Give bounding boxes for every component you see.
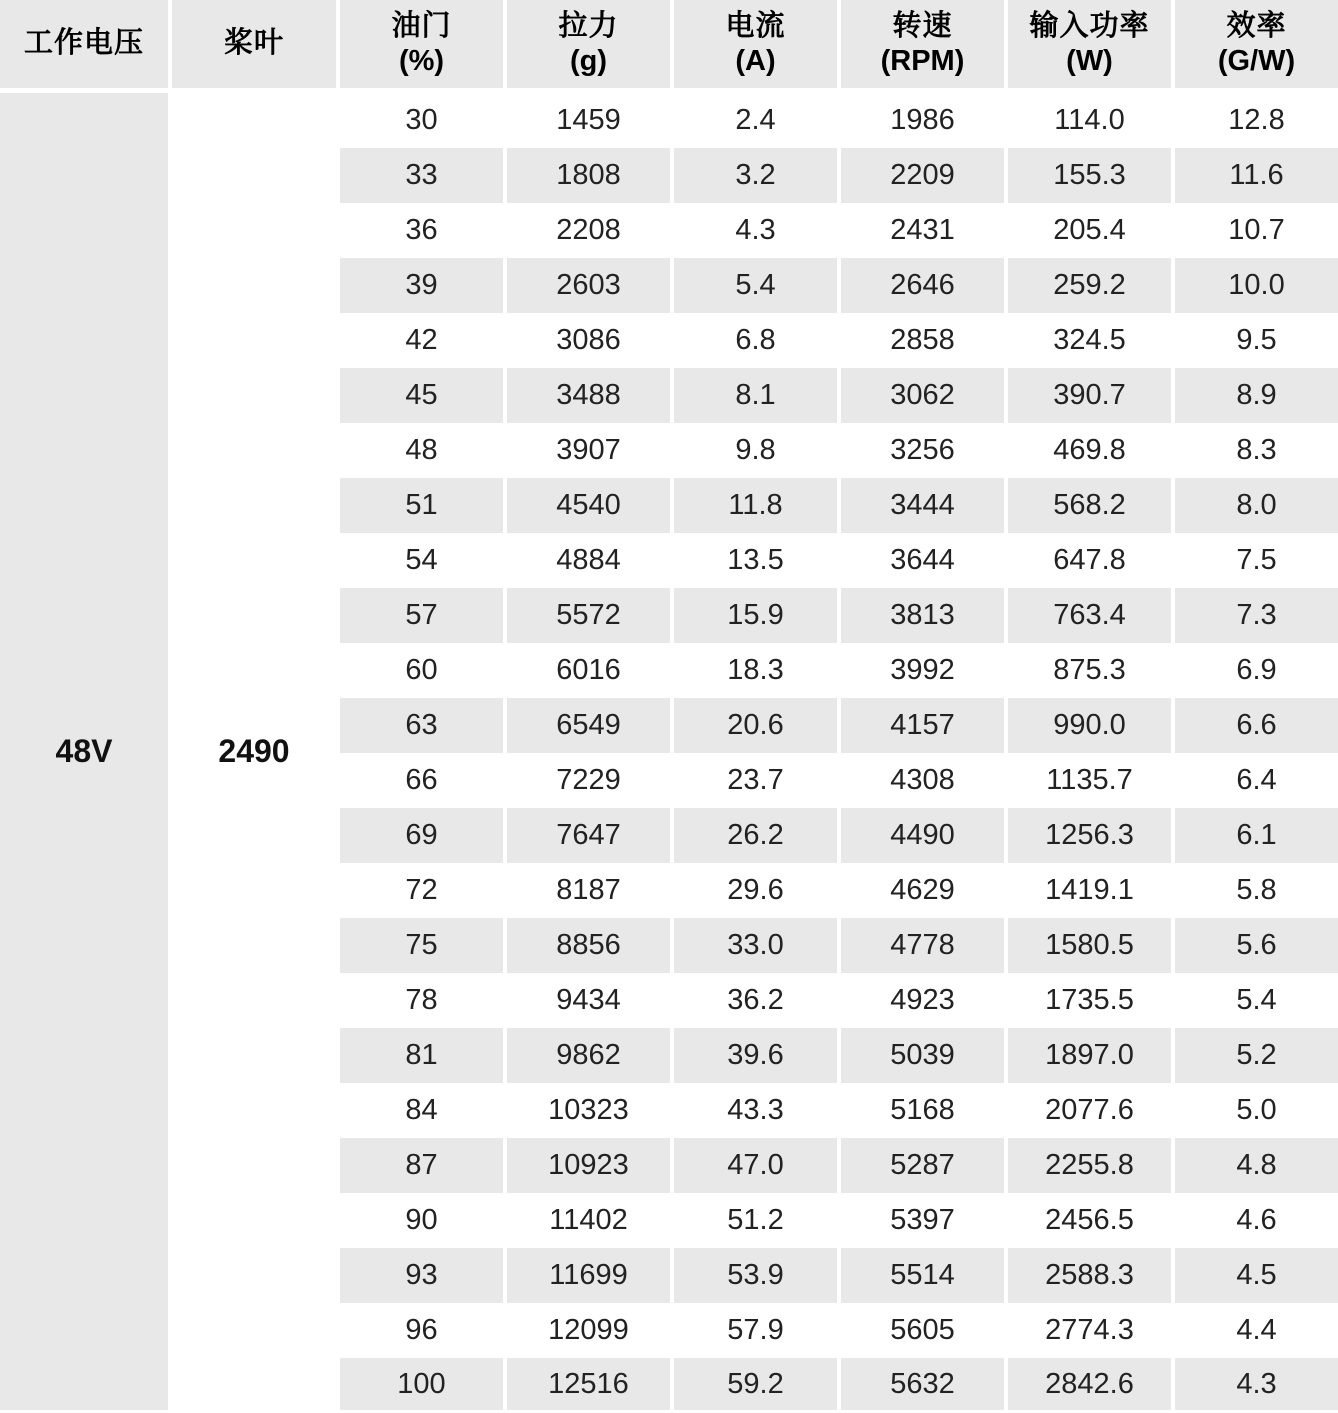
cell-power: 2456.5	[1004, 1193, 1171, 1248]
cell-efficiency: 4.6	[1171, 1193, 1338, 1248]
header-cell-efficiency	[1171, 0, 1338, 93]
cell-power: 114.0	[1004, 93, 1171, 148]
cell-current: 18.3	[670, 643, 837, 698]
cell-efficiency: 8.0	[1171, 478, 1338, 533]
cell-rpm: 3256	[837, 423, 1004, 478]
cell-current: 8.1	[670, 368, 837, 423]
cell-throttle: 60	[336, 643, 503, 698]
cell-thrust: 3086	[503, 313, 670, 368]
cell-rpm: 4157	[837, 698, 1004, 753]
cell-power: 875.3	[1004, 643, 1171, 698]
cell-thrust: 7647	[503, 808, 670, 863]
cell-efficiency: 7.3	[1171, 588, 1338, 643]
cell-current: 6.8	[670, 313, 837, 368]
cell-rpm: 2858	[837, 313, 1004, 368]
cell-efficiency: 6.4	[1171, 753, 1338, 808]
cell-throttle: 48	[336, 423, 503, 478]
cell-power: 205.4	[1004, 203, 1171, 258]
cell-rpm: 4308	[837, 753, 1004, 808]
cell-current: 20.6	[670, 698, 837, 753]
cell-throttle: 57	[336, 588, 503, 643]
cell-thrust: 1459	[503, 93, 670, 148]
cell-power: 2588.3	[1004, 1248, 1171, 1303]
cell-efficiency: 6.1	[1171, 808, 1338, 863]
cell-current: 4.3	[670, 203, 837, 258]
cell-power: 2077.6	[1004, 1083, 1171, 1138]
cell-rpm: 4490	[837, 808, 1004, 863]
cell-current: 29.6	[670, 863, 837, 918]
cell-rpm: 5397	[837, 1193, 1004, 1248]
cell-throttle: 78	[336, 973, 503, 1028]
cell-current: 11.8	[670, 478, 837, 533]
cell-current: 57.9	[670, 1303, 837, 1358]
cell-rpm: 2209	[837, 148, 1004, 203]
cell-thrust: 12099	[503, 1303, 670, 1358]
header-cell-current	[670, 0, 837, 93]
cell-power: 155.3	[1004, 148, 1171, 203]
cell-thrust: 9434	[503, 973, 670, 1028]
cell-throttle: 51	[336, 478, 503, 533]
table-header-row	[0, 0, 1338, 93]
cell-throttle: 63	[336, 698, 503, 753]
cell-current: 43.3	[670, 1083, 837, 1138]
cell-rpm: 3444	[837, 478, 1004, 533]
cell-power: 469.8	[1004, 423, 1171, 478]
cell-current: 36.2	[670, 973, 837, 1028]
header-unit: (A)	[735, 45, 776, 77]
cell-efficiency: 5.4	[1171, 973, 1338, 1028]
cell-power: 763.4	[1004, 588, 1171, 643]
cell-current: 51.2	[670, 1193, 837, 1248]
cell-efficiency: 6.6	[1171, 698, 1338, 753]
cell-rpm: 4923	[837, 973, 1004, 1028]
cell-current: 23.7	[670, 753, 837, 808]
cell-thrust: 6016	[503, 643, 670, 698]
cell-rpm: 3062	[837, 368, 1004, 423]
header-title: 输入功率	[1029, 9, 1150, 42]
cell-rpm: 5632	[837, 1358, 1004, 1413]
cell-thrust: 10323	[503, 1083, 670, 1138]
cell-thrust: 4884	[503, 533, 670, 588]
cell-throttle: 69	[336, 808, 503, 863]
cell-throttle: 81	[336, 1028, 503, 1083]
cell-rpm: 4629	[837, 863, 1004, 918]
cell-throttle: 33	[336, 148, 503, 203]
voltage-cell: 48V	[0, 93, 168, 1413]
cell-efficiency: 12.8	[1171, 93, 1338, 148]
cell-efficiency: 6.9	[1171, 643, 1338, 698]
cell-efficiency: 10.0	[1171, 258, 1338, 313]
cell-efficiency: 4.8	[1171, 1138, 1338, 1193]
cell-efficiency: 4.4	[1171, 1303, 1338, 1358]
cell-power: 390.7	[1004, 368, 1171, 423]
cell-throttle: 45	[336, 368, 503, 423]
header-unit: (%)	[398, 45, 445, 77]
cell-thrust: 3488	[503, 368, 670, 423]
cell-thrust: 2208	[503, 203, 670, 258]
header-title: 工作电压	[23, 27, 144, 60]
cell-thrust: 2603	[503, 258, 670, 313]
cell-current: 39.6	[670, 1028, 837, 1083]
cell-power: 1580.5	[1004, 918, 1171, 973]
header-cell-propeller	[168, 0, 336, 93]
cell-efficiency: 4.3	[1171, 1358, 1338, 1413]
cell-current: 15.9	[670, 588, 837, 643]
table-row	[0, 93, 1338, 148]
cell-current: 2.4	[670, 93, 837, 148]
cell-rpm: 1986	[837, 93, 1004, 148]
cell-efficiency: 4.5	[1171, 1248, 1338, 1303]
cell-efficiency: 8.9	[1171, 368, 1338, 423]
cell-efficiency: 5.2	[1171, 1028, 1338, 1083]
cell-efficiency: 9.5	[1171, 313, 1338, 368]
cell-rpm: 5168	[837, 1083, 1004, 1138]
header-unit: (W)	[1066, 45, 1113, 77]
cell-throttle: 42	[336, 313, 503, 368]
header-title: 转速	[892, 9, 953, 42]
cell-current: 59.2	[670, 1358, 837, 1413]
cell-throttle: 30	[336, 93, 503, 148]
cell-power: 1256.3	[1004, 808, 1171, 863]
cell-current: 13.5	[670, 533, 837, 588]
cell-throttle: 39	[336, 258, 503, 313]
cell-power: 1135.7	[1004, 753, 1171, 808]
header-cell-rpm	[837, 0, 1004, 93]
header-cell-throttle	[336, 0, 503, 93]
cell-efficiency: 5.0	[1171, 1083, 1338, 1138]
header-unit: (G/W)	[1217, 45, 1296, 77]
cell-rpm: 2431	[837, 203, 1004, 258]
cell-efficiency: 7.5	[1171, 533, 1338, 588]
cell-power: 990.0	[1004, 698, 1171, 753]
header-cell-thrust	[503, 0, 670, 93]
cell-thrust: 4540	[503, 478, 670, 533]
cell-throttle: 93	[336, 1248, 503, 1303]
cell-thrust: 1808	[503, 148, 670, 203]
table-body	[0, 93, 1338, 1413]
cell-current: 53.9	[670, 1248, 837, 1303]
header-cell-power	[1004, 0, 1171, 93]
header-title: 电流	[725, 9, 786, 42]
cell-throttle: 36	[336, 203, 503, 258]
cell-rpm: 2646	[837, 258, 1004, 313]
cell-efficiency: 11.6	[1171, 148, 1338, 203]
header-title: 油门	[391, 9, 452, 42]
cell-thrust: 6549	[503, 698, 670, 753]
cell-thrust: 8856	[503, 918, 670, 973]
cell-power: 1735.5	[1004, 973, 1171, 1028]
cell-rpm: 5605	[837, 1303, 1004, 1358]
cell-rpm: 5514	[837, 1248, 1004, 1303]
cell-thrust: 12516	[503, 1358, 670, 1413]
cell-power: 259.2	[1004, 258, 1171, 313]
cell-power: 2842.6	[1004, 1358, 1171, 1413]
cell-power: 324.5	[1004, 313, 1171, 368]
cell-efficiency: 8.3	[1171, 423, 1338, 478]
cell-thrust: 10923	[503, 1138, 670, 1193]
cell-efficiency: 5.8	[1171, 863, 1338, 918]
cell-efficiency: 5.6	[1171, 918, 1338, 973]
cell-current: 3.2	[670, 148, 837, 203]
header-title: 桨叶	[223, 27, 284, 60]
cell-power: 2774.3	[1004, 1303, 1171, 1358]
header-unit: (g)	[569, 45, 608, 77]
cell-current: 47.0	[670, 1138, 837, 1193]
cell-efficiency: 10.7	[1171, 203, 1338, 258]
cell-throttle: 75	[336, 918, 503, 973]
header-title: 效率	[1226, 9, 1287, 42]
cell-power: 568.2	[1004, 478, 1171, 533]
cell-thrust: 11699	[503, 1248, 670, 1303]
cell-current: 9.8	[670, 423, 837, 478]
cell-thrust: 3907	[503, 423, 670, 478]
cell-thrust: 8187	[503, 863, 670, 918]
cell-thrust: 5572	[503, 588, 670, 643]
cell-throttle: 100	[336, 1358, 503, 1413]
cell-throttle: 96	[336, 1303, 503, 1358]
cell-current: 5.4	[670, 258, 837, 313]
cell-power: 647.8	[1004, 533, 1171, 588]
cell-power: 1419.1	[1004, 863, 1171, 918]
cell-current: 33.0	[670, 918, 837, 973]
cell-rpm: 5039	[837, 1028, 1004, 1083]
cell-thrust: 9862	[503, 1028, 670, 1083]
cell-rpm: 3813	[837, 588, 1004, 643]
cell-throttle: 72	[336, 863, 503, 918]
cell-current: 26.2	[670, 808, 837, 863]
cell-throttle: 84	[336, 1083, 503, 1138]
cell-throttle: 90	[336, 1193, 503, 1248]
cell-power: 1897.0	[1004, 1028, 1171, 1083]
header-title: 拉力	[558, 9, 619, 42]
cell-thrust: 11402	[503, 1193, 670, 1248]
cell-rpm: 5287	[837, 1138, 1004, 1193]
cell-rpm: 4778	[837, 918, 1004, 973]
cell-throttle: 54	[336, 533, 503, 588]
cell-thrust: 7229	[503, 753, 670, 808]
propeller-cell: 2490	[168, 93, 336, 1413]
cell-rpm: 3644	[837, 533, 1004, 588]
header-unit: (RPM)	[880, 45, 965, 77]
cell-rpm: 3992	[837, 643, 1004, 698]
cell-power: 2255.8	[1004, 1138, 1171, 1193]
cell-throttle: 66	[336, 753, 503, 808]
cell-throttle: 87	[336, 1138, 503, 1193]
header-cell-voltage	[0, 0, 168, 93]
